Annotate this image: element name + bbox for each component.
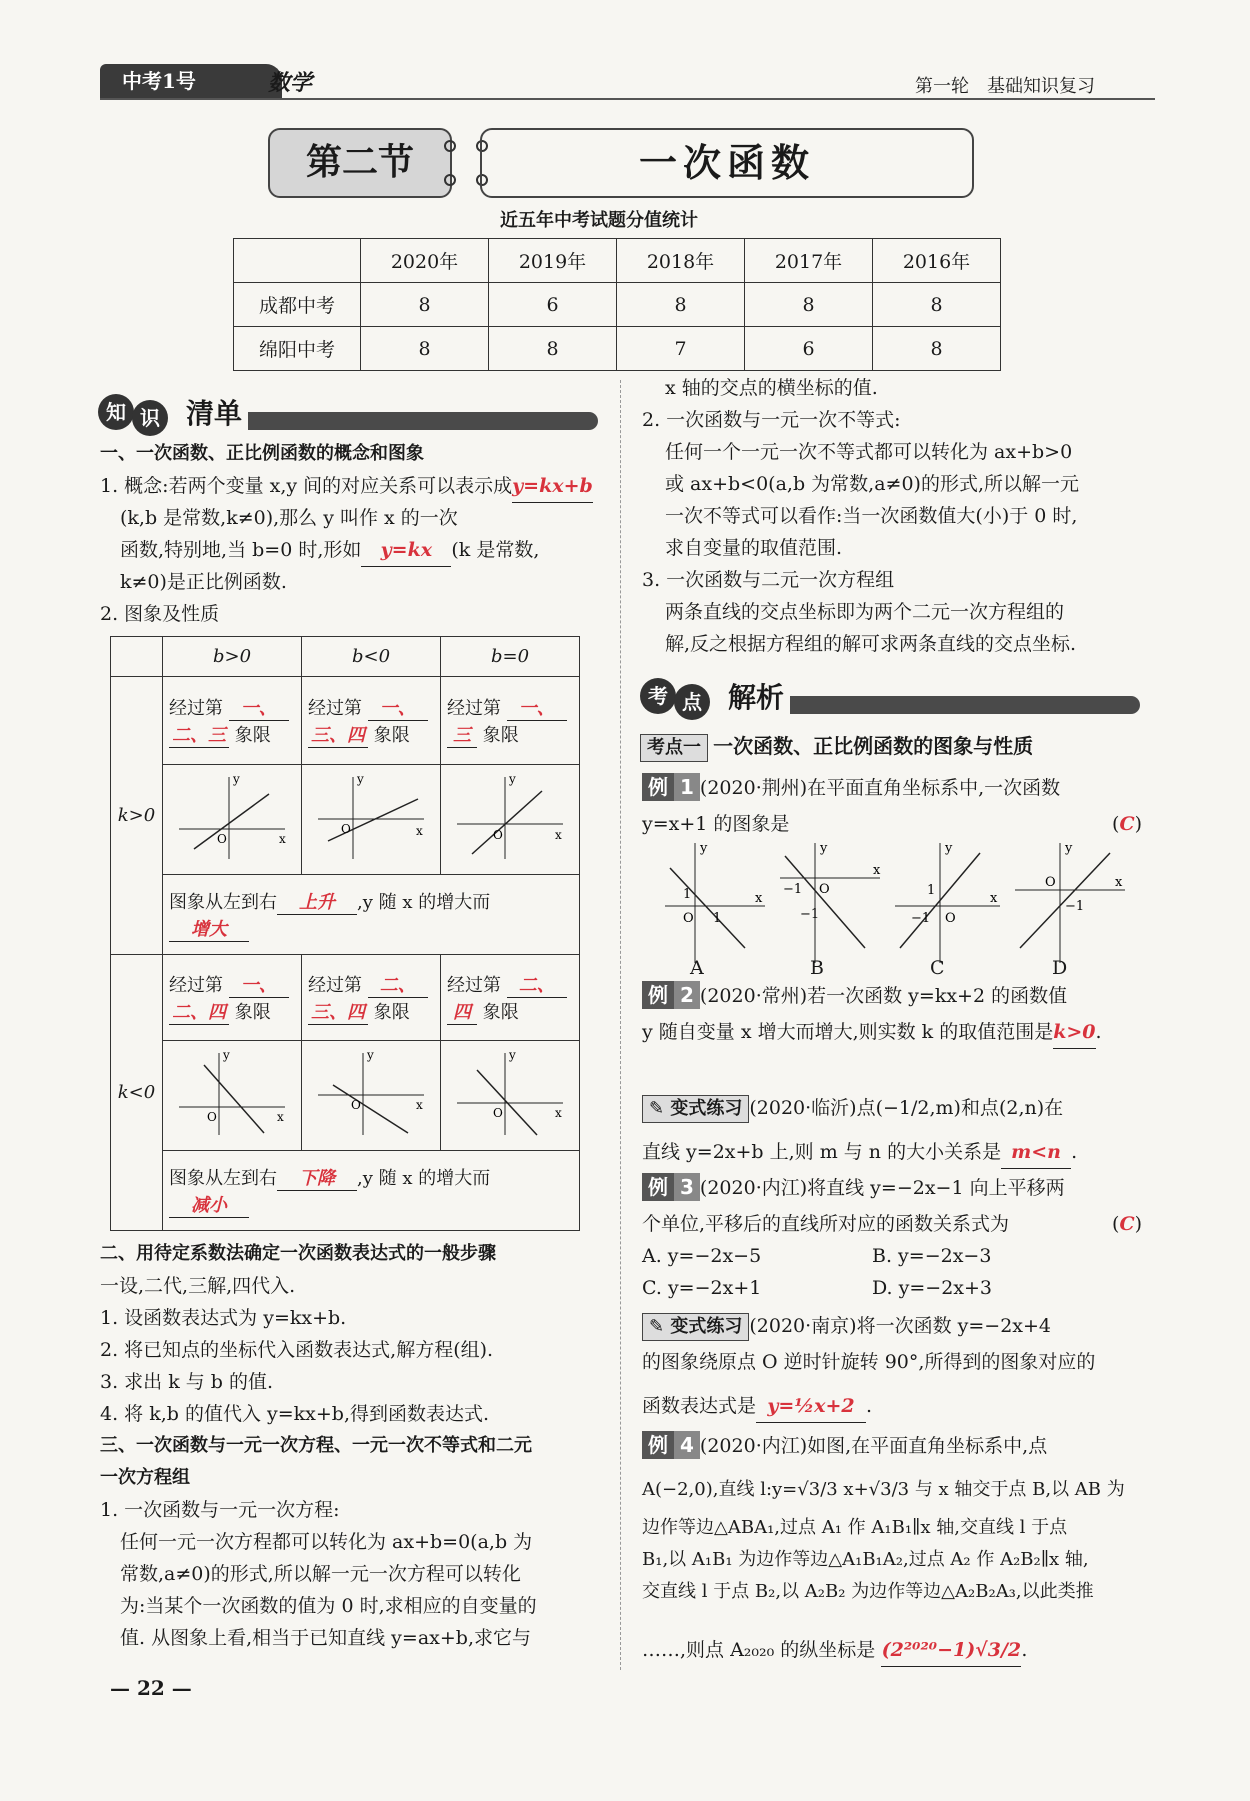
column-divider bbox=[620, 380, 621, 1670]
svg-text:1: 1 bbox=[713, 911, 722, 926]
para: 两条直线的交点坐标即为两个二元一次方程组的 bbox=[665, 601, 1065, 623]
para: 一次不等式可以看作:当一次函数值大(小)于 0 时, bbox=[665, 505, 1078, 527]
svg-text:O: O bbox=[217, 832, 227, 846]
para: 值. 从图象上看,相当于已知直线 y=ax+b,求它与 bbox=[120, 1627, 531, 1649]
svg-text:y: y bbox=[945, 841, 953, 856]
svg-text:O: O bbox=[341, 822, 351, 836]
year-2020: 2020年 bbox=[361, 239, 489, 283]
graph-d bbox=[1015, 841, 1125, 963]
para: y 随自变量 x 增大而增大,则实数 k 的取值范围是k>0. bbox=[642, 1016, 1102, 1049]
heading-3b: 一次方程组 bbox=[100, 1467, 190, 1488]
keypoint-row bbox=[640, 730, 1033, 762]
band-title: 解析 bbox=[728, 681, 785, 714]
svg-text:x: x bbox=[873, 863, 881, 878]
graph-kneg-bneg bbox=[308, 1045, 434, 1141]
example-1: 例 1 (2020·荆州)在平面直角坐标系中,一次函数 bbox=[642, 772, 1060, 804]
para: 边作等边△ABA₁,过点 A₁ 作 A₁B₁∥x 轴,交直线 l 于点 bbox=[642, 1517, 1068, 1538]
example-4: 例 4 (2020·内江)如图,在平面直角坐标系中,点 bbox=[642, 1430, 1047, 1462]
svg-text:y: y bbox=[367, 1048, 374, 1062]
graph-kpos-bneg bbox=[308, 769, 434, 865]
para: 解,反之根据方程组的解可求两条直线的交点坐标. bbox=[665, 633, 1077, 655]
band-bar bbox=[248, 412, 598, 430]
svg-text:y: y bbox=[233, 772, 240, 786]
svg-text:x: x bbox=[416, 824, 423, 838]
year-2016: 2016年 bbox=[873, 239, 1001, 283]
answer-blank: y=kx bbox=[361, 534, 451, 567]
para: 1. 一次函数与一元一次方程: bbox=[100, 1499, 340, 1521]
graph-b bbox=[780, 841, 881, 963]
svg-text:x: x bbox=[755, 891, 763, 906]
svg-text:y: y bbox=[509, 772, 516, 786]
para: 4. 将 k,b 的值代入 y=kx+b,得到函数表达式. bbox=[100, 1403, 490, 1425]
para: 为:当某个一次函数的值为 0 时,求相应的自变量的 bbox=[120, 1595, 537, 1617]
svg-text:−1: −1 bbox=[911, 911, 931, 926]
para: 个单位,平移后的直线所对应的函数关系式为 (C) bbox=[642, 1213, 1142, 1235]
badge-zhi: 知 bbox=[98, 394, 134, 430]
option-c: C. y=−2x+1 bbox=[642, 1277, 762, 1299]
para: B₁,以 A₁B₁ 为边作等边△A₁B₁A₂,过点 A₂ 作 A₂B₂∥x 轴, bbox=[642, 1549, 1089, 1570]
svg-text:O: O bbox=[945, 911, 956, 926]
para: 任何一个一元一次不等式都可以转化为 ax+b>0 bbox=[665, 441, 1073, 463]
band-title: 清单 bbox=[186, 397, 243, 430]
section-label: 第二节 bbox=[268, 128, 452, 198]
para: x 轴的交点的横坐标的值. bbox=[665, 377, 878, 399]
svg-text:x: x bbox=[990, 891, 998, 906]
band-bar bbox=[790, 696, 1140, 714]
brand-tab: 中考1号 bbox=[100, 64, 282, 98]
svg-text:x: x bbox=[555, 828, 562, 842]
para: 交直线 l 于点 B₂,以 A₂B₂ 为边作等边△A₂B₂A₃,以此类推 bbox=[642, 1581, 1094, 1602]
svg-text:x: x bbox=[1115, 875, 1123, 890]
svg-text:O: O bbox=[207, 1110, 217, 1124]
badge-dian: 点 bbox=[674, 684, 710, 720]
property-grid: b>0 b<0 b=0 k>0 经过第 一、 二、三 象限 经过第 一、 三、四 象限 经过第 一、 三 象限 y x O y x O y x O 图象从左到右 上升 ,y 随 x 的增大而 增大 k<0 经过第 一、 二、四 象限 经过第 二、 三、四 象限 经过第 二、 四 象限 y x O y x O y x O 图象从左到右 下降 ,y 随 x 的增大而 减小 bbox=[110, 636, 580, 1231]
svg-text:O: O bbox=[493, 828, 503, 842]
badge-kao: 考 bbox=[640, 678, 676, 714]
heading-1: 一、一次函数、正比例函数的概念和图象 bbox=[100, 443, 424, 464]
knowledge-band bbox=[98, 392, 598, 436]
para: 3. 求出 k 与 b 的值. bbox=[100, 1371, 274, 1393]
svg-text:y: y bbox=[509, 1048, 516, 1062]
para: y=x+1 的图象是 (C) bbox=[642, 813, 1142, 835]
para: 一设,二代,三解,四代入. bbox=[100, 1275, 296, 1297]
svg-text:x: x bbox=[555, 1106, 562, 1120]
svg-text:−1: −1 bbox=[783, 882, 803, 897]
graph-kpos-bpos bbox=[169, 769, 295, 865]
para: A(−2,0),直线 l:y=√3/3 x+√3/3 与 x 轴交于点 B,以 AB 为 bbox=[642, 1479, 1125, 1500]
stats-caption: 近五年中考试题分值统计 bbox=[500, 210, 698, 231]
graph-kneg-bpos bbox=[169, 1045, 295, 1141]
svg-text:O: O bbox=[683, 911, 694, 926]
para: 1. 设函数表达式为 y=kx+b. bbox=[100, 1307, 347, 1329]
svg-text:y: y bbox=[1065, 841, 1073, 856]
para: 2. 图象及性质 bbox=[100, 603, 220, 625]
svg-text:x: x bbox=[416, 1098, 423, 1112]
svg-text:y: y bbox=[820, 841, 828, 856]
para: 2. 一次函数与一元一次不等式: bbox=[642, 409, 901, 431]
keypoint-title: 一次函数、正比例函数的图象与性质 bbox=[713, 734, 1034, 758]
year-2018: 2018年 bbox=[617, 239, 745, 283]
svg-text:−1: −1 bbox=[1065, 899, 1085, 914]
para: 1. 概念:若两个变量 x,y 间的对应关系可以表示成y=kx+b bbox=[100, 470, 593, 503]
heading-2: 二、用待定系数法确定一次函数表达式的一般步骤 bbox=[100, 1243, 496, 1264]
header-rule bbox=[100, 98, 1155, 100]
heading-3: 三、一次函数与一元一次方程、一元一次不等式和二元 bbox=[100, 1435, 532, 1456]
svg-text:y: y bbox=[700, 841, 708, 856]
graph-kpos-bzero bbox=[447, 769, 573, 865]
variant-label: ✎ 变式练习 bbox=[642, 1313, 749, 1341]
graph-c bbox=[895, 841, 1000, 963]
para: k≠0)是正比例函数. bbox=[120, 571, 287, 593]
svg-text:O: O bbox=[1045, 875, 1056, 890]
section-title: 一次函数 bbox=[480, 128, 974, 198]
svg-text:y: y bbox=[223, 1048, 230, 1062]
graph-a bbox=[665, 841, 765, 963]
option-b: B. y=−2x−3 bbox=[872, 1245, 992, 1267]
para: 求自变量的取值范围. bbox=[665, 537, 843, 559]
para: 的图象绕原点 O 逆时针旋转 90°,所得到的图象对应的 bbox=[642, 1351, 1096, 1373]
page-number: — 22 — bbox=[110, 1676, 192, 1700]
svg-text:O: O bbox=[493, 1106, 503, 1120]
para: 直线 y=2x+b 上,则 m 与 n 的大小关系是 m<n . bbox=[642, 1136, 1077, 1169]
subject-logo: 数学 bbox=[268, 70, 313, 96]
para: 函数,特别地,当 b=0 时,形如 y=kx (k 是常数, bbox=[120, 534, 539, 567]
svg-text:1: 1 bbox=[927, 883, 936, 898]
option-d: D. y=−2x+3 bbox=[872, 1277, 993, 1299]
para: 2. 将已知点的坐标代入函数表达式,解方程(组). bbox=[100, 1339, 494, 1361]
para: 函数表达式是 y=½x+2 . bbox=[642, 1390, 872, 1423]
stats-table bbox=[233, 238, 1001, 371]
para: 任何一元一次方程都可以转化为 ax+b=0(a,b 为 bbox=[120, 1531, 533, 1553]
graph-kneg-bzero bbox=[447, 1045, 573, 1141]
para: 常数,a≠0)的形式,所以解一元一次方程可以转化 bbox=[120, 1563, 521, 1585]
year-2019: 2019年 bbox=[489, 239, 617, 283]
para: 或 ax+b<0(a,b 为常数,a≠0)的形式,所以解一元 bbox=[665, 473, 1079, 495]
svg-text:1: 1 bbox=[683, 887, 692, 902]
example-3: 例 3 (2020·内江)将直线 y=−2x−1 向上平移两 bbox=[642, 1172, 1065, 1204]
para: 3. 一次函数与二元一次方程组 bbox=[642, 569, 895, 591]
svg-text:O: O bbox=[351, 1098, 361, 1112]
table-row: 绵阳中考 8 8 7 6 8 bbox=[234, 327, 1001, 371]
svg-text:x: x bbox=[279, 832, 286, 846]
answer-blank: y=kx+b bbox=[512, 470, 593, 503]
keypoint-label: 考点一 bbox=[640, 734, 708, 762]
svg-text:y: y bbox=[357, 772, 364, 786]
table-row: 成都中考 8 6 8 8 8 bbox=[234, 283, 1001, 327]
svg-text:−1: −1 bbox=[800, 907, 820, 922]
svg-text:x: x bbox=[277, 1110, 284, 1124]
para: (k,b 是常数,k≠0),那么 y 叫作 x 的一次 bbox=[120, 507, 458, 529]
badge-shi: 识 bbox=[132, 400, 168, 436]
svg-text:O: O bbox=[819, 882, 830, 897]
option-a: A. y=−2x−5 bbox=[642, 1245, 762, 1267]
para: ……,则点 A₂₀₂₀ 的纵坐标是 (2²⁰²⁰−1)√3/2. bbox=[642, 1634, 1027, 1667]
variant-1: ✎ 变式练习 (2020·临沂)点(−1/2,m)和点(2,n)在 bbox=[642, 1092, 1063, 1124]
header-right: 第一轮 基础知识复习 bbox=[915, 76, 1095, 97]
variant-label: ✎ 变式练习 bbox=[642, 1095, 749, 1123]
example-2: 例 2 (2020·常州)若一次函数 y=kx+2 的函数值 bbox=[642, 980, 1067, 1012]
year-2017: 2017年 bbox=[745, 239, 873, 283]
variant-2: ✎ 变式练习 (2020·南京)将一次函数 y=−2x+4 bbox=[642, 1310, 1051, 1342]
analysis-band bbox=[640, 676, 1140, 720]
